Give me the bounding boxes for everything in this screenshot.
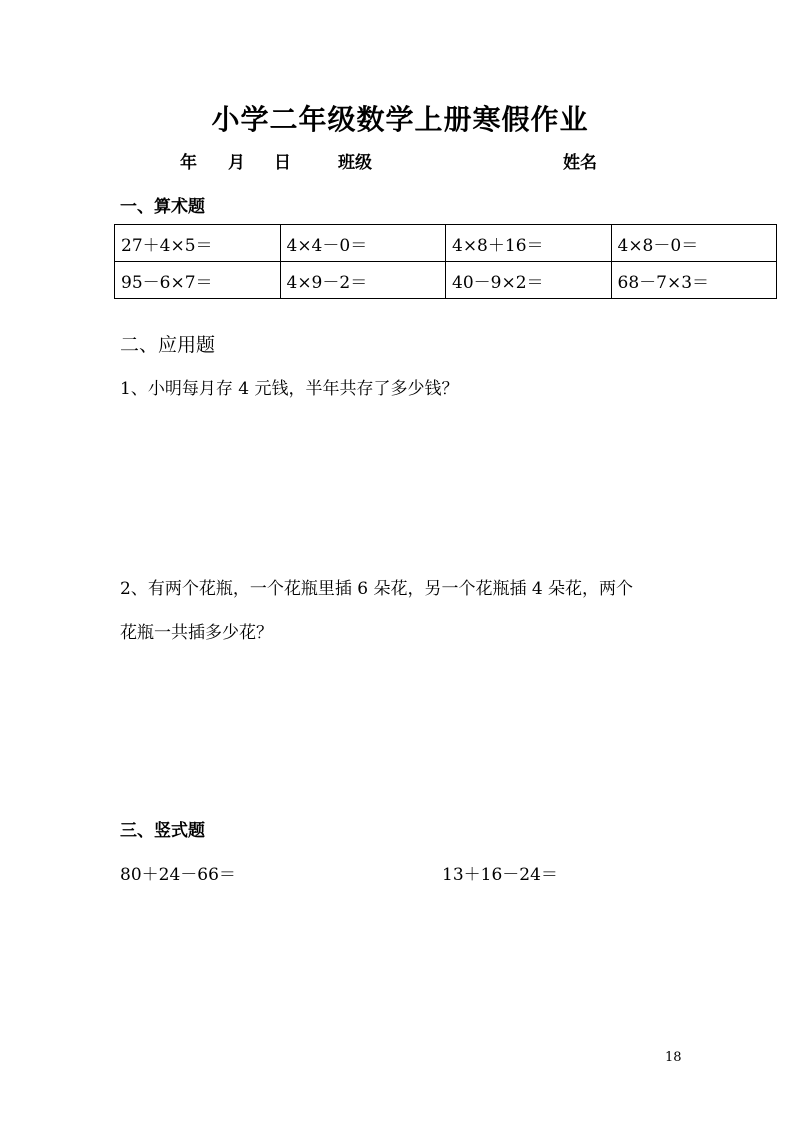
section2-heading: 二、应用题 (120, 334, 216, 356)
table-cell: 4×8＋16＝ (446, 225, 612, 262)
vertical-problem-2: 13＋16－24＝ (442, 865, 558, 885)
class-label: 班级 (338, 153, 372, 173)
table-cell: 40－9×2＝ (446, 262, 612, 299)
day-label: 日 (274, 153, 291, 173)
question-1: 1、小明每月存 4 元钱，半年共存了多少钱？ (120, 379, 459, 399)
table-row (115, 225, 777, 262)
section1-heading: 一、算术题 (120, 197, 205, 217)
month-label: 月 (228, 153, 245, 173)
name-label: 姓名 (563, 153, 597, 173)
question-2-line-1: 2、有两个花瓶，一个花瓶里插 6 朵花，另一个花瓶插 4 朵花，两个 (120, 579, 634, 599)
year-label: 年 (180, 153, 197, 173)
page-title: 小学二年级数学上册寒假作业 (211, 103, 589, 136)
page-number: 18 (665, 1050, 682, 1065)
vertical-problem-1: 80＋24－66＝ (120, 865, 236, 885)
table-cell: 95－6×7＝ (115, 262, 281, 299)
table-cell: 68－7×3＝ (611, 262, 777, 299)
table-cell: 4×8－0＝ (611, 225, 777, 262)
section3-heading: 三、竖式题 (120, 821, 205, 841)
table-row (115, 262, 777, 299)
table-cell: 4×9－2＝ (280, 262, 446, 299)
table-cell: 27＋4×5＝ (115, 225, 281, 262)
question-2-line-2: 花瓶一共插多少花？ (120, 623, 273, 643)
arithmetic-table (114, 224, 777, 299)
table-cell: 4×4－0＝ (280, 225, 446, 262)
